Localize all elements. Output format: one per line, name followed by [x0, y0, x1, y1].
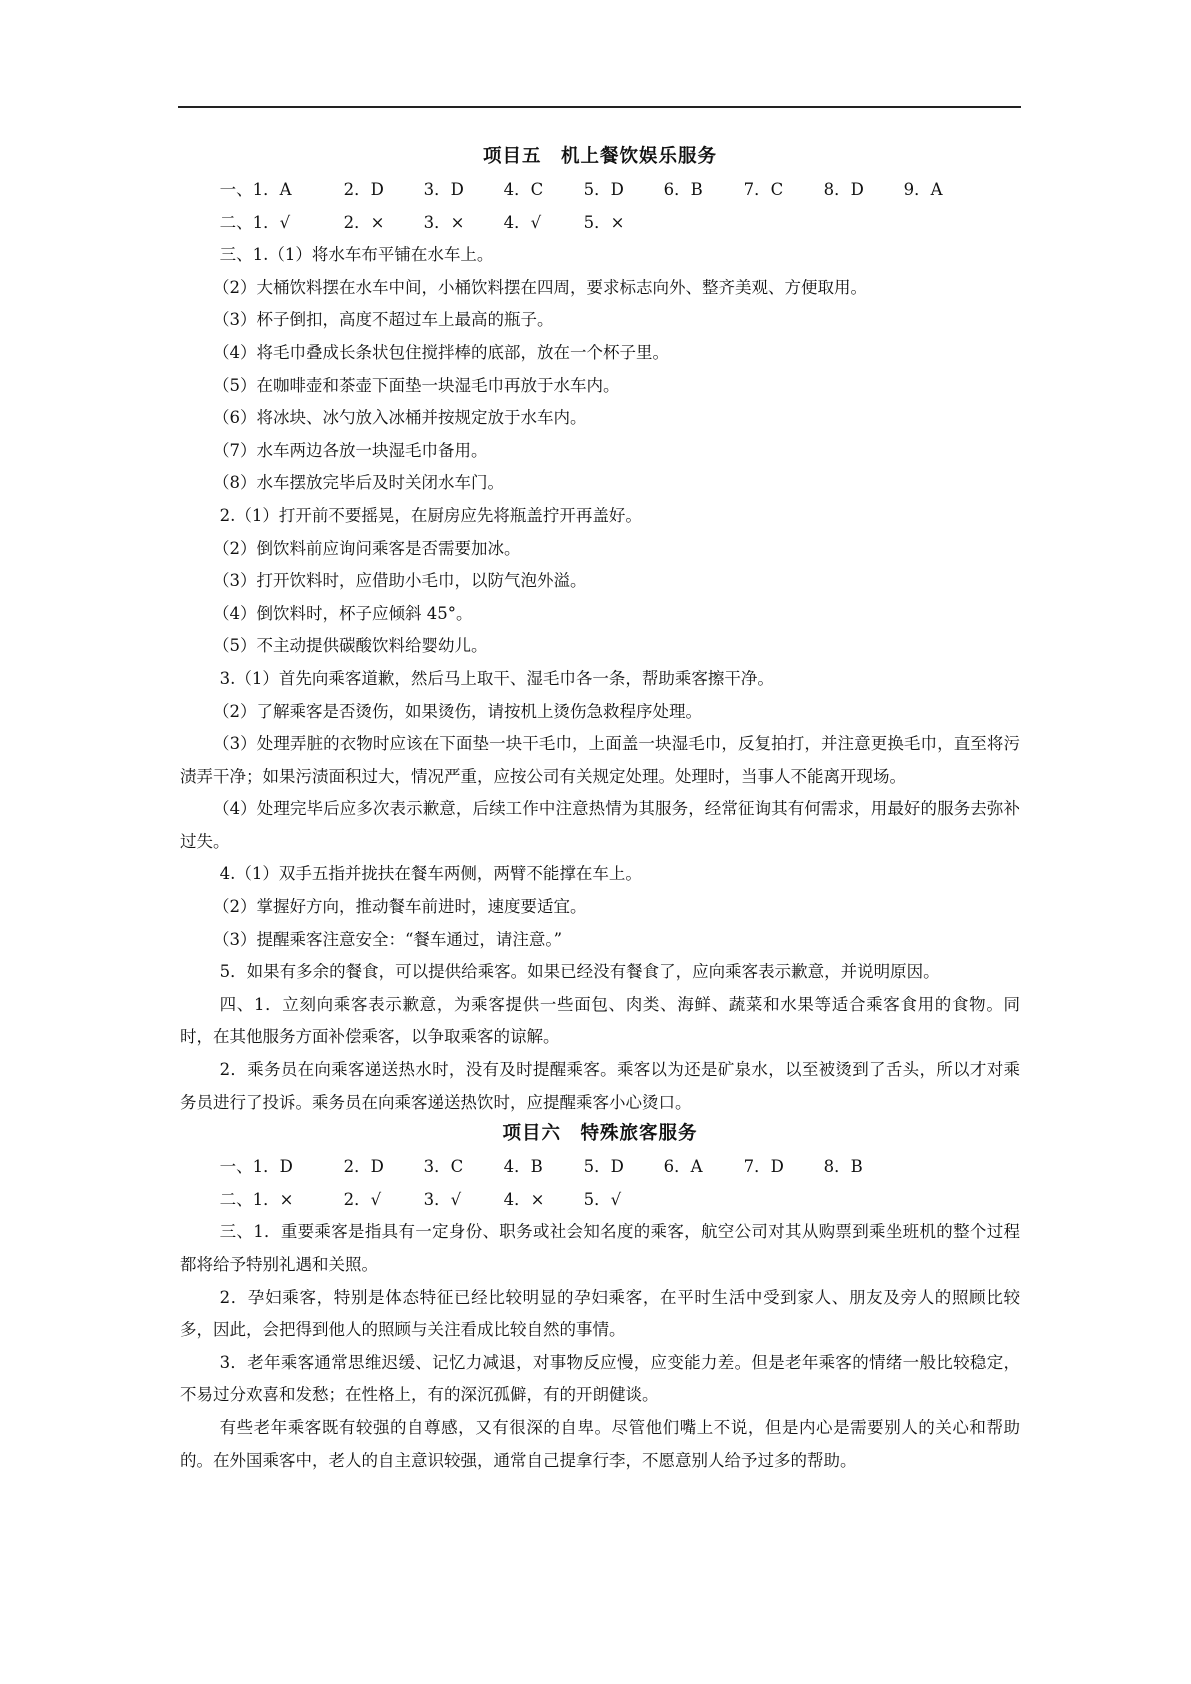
answer-paragraph: 2．乘务员在向乘客递送热水时，没有及时提醒乘客。乘客以为还是矿泉水，以至被烫到了舌头，所以才对乘务员进行了投诉。乘务员在向乘客递送热饮时，应提醒乘客小心烫口。 [180, 1060, 1020, 1112]
answer-paragraph: （4）处理完毕后应多次表示歉意，后续工作中注意热情为其服务，经常征询其有何需求，用最好的服务去弥补过失。 [180, 799, 1020, 851]
answer-item: 4．B [503, 1157, 543, 1177]
answer-item: 3．C [423, 1157, 464, 1177]
header-rule [178, 106, 1021, 108]
answer-paragraph: （3）处理弄脏的衣物时应该在下面垫一块干毛巾，上面盖一块湿毛巾，反复拍打，并注意更换毛巾，直至将污渍弄干净；如果污渍面积过大，情况严重，应按公司有关规定处理。处理时，当事人不能离开现场。 [180, 734, 1020, 786]
answer-item: 3．× [423, 212, 465, 232]
answer-item: 4．C [503, 180, 544, 199]
answer-item: 5．D [583, 180, 624, 199]
answer-line: （2）掌握好方向，推动餐车前进时，速度要适宜。 [213, 897, 587, 917]
answer-item: 2．√ [343, 1189, 382, 1209]
answer-line: （7）水车两边各放一块湿毛巾备用。 [213, 440, 488, 460]
answer-line: （5）不主动提供碳酸饮料给婴幼儿。 [213, 636, 488, 656]
answer-line: （6）将冰块、冰勺放入冰桶并按规定放于水车内。 [213, 408, 587, 428]
answer-line: 2.（1）打开前不要摇晃，在厨房应先将瓶盖拧开再盖好。 [219, 505, 642, 525]
answer-item: 9．A [903, 180, 943, 199]
project5-choice-answers [180, 174, 1020, 207]
answer-item: 一、1．D [219, 1157, 293, 1177]
answer-line: 三、1.（1）将水车布平铺在水车上。 [219, 245, 494, 265]
answer-line: （8）水车摆放完毕后及时关闭水车门。 [213, 473, 504, 493]
answer-paragraph: 四、1．立刻向乘客表示歉意，为乘客提供一些面包、肉类、海鲜、蔬菜和水果等适合乘客食用的食物。同时，在其他服务方面补偿乘客，以争取乘客的谅解。 [180, 994, 1020, 1047]
project6-title: 项目六 特殊旅客服务 [502, 1123, 698, 1145]
answer-item: 二、1．× [219, 1189, 294, 1209]
answer-paragraph: 3．老年乘客通常思维迟缓、记忆力减退，对事物反应慢，应变能力差。但是老年乘客的情绪一般比较稳定，不易过分欢喜和发愁；在性格上，有的深沉孤僻，有的开朗健谈。 [180, 1352, 1020, 1405]
answer-line: （3）提醒乘客注意安全：“餐车通过，请注意。” [213, 929, 563, 949]
answer-item: 3．√ [423, 1189, 462, 1209]
project6-choice-answers [180, 1151, 1020, 1184]
answer-item: 7．D [743, 1157, 784, 1177]
answer-line: （5）在咖啡壶和茶壶下面垫一块湿毛巾再放于水车内。 [213, 375, 620, 395]
answer-item: 二、1．√ [219, 212, 291, 232]
answer-item: 7．C [743, 180, 784, 199]
answer-item: 2．D [343, 180, 384, 199]
answer-item: 2．× [343, 212, 385, 232]
answer-paragraph: 三、1．重要乘客是指具有一定身份、职务或社会知名度的乘客，航空公司对其从购票到乘坐班机的整个过程都将给予特别礼遇和关照。 [180, 1222, 1020, 1274]
project5-title: 项目五 机上餐饮娱乐服务 [482, 146, 717, 167]
answer-item: 一、1．A [219, 180, 292, 199]
answer-paragraph: 5．如果有多余的餐食，可以提供给乘客。如果已经没有餐食了，应向乘客表示歉意，并说明原因。 [219, 962, 940, 982]
answer-line: 4.（1）双手五指并拢扶在餐车两侧，两臂不能撑在车上。 [219, 864, 642, 884]
answer-line: 3.（1）首先向乘客道歉，然后马上取干、湿毛巾各一条，帮助乘客擦干净。 [219, 668, 774, 688]
answer-line: （2）大桶饮料摆在水车中间，小桶饮料摆在四周，要求标志向外、整齐美观、方便取用。 [213, 277, 867, 297]
answer-line: （4）将毛巾叠成长条状包住搅拌棒的底部，放在一个杯子里。 [213, 342, 669, 362]
answer-item: 3．D [423, 180, 464, 199]
answer-item: 6．B [663, 180, 703, 199]
answer-item: 4．√ [503, 212, 542, 232]
answer-item: 5．D [583, 1157, 624, 1177]
answer-paragraph: 有些老年乘客既有较强的自尊感，又有很深的自卑。尽管他们嘴上不说，但是内心是需要别人的关心和帮助的。在外国乘客中，老人的自主意识较强，通常自己提拿行李，不愿意别人给予过多的帮助。 [180, 1417, 1020, 1470]
answer-item: 8．D [823, 180, 864, 199]
answer-line: （3）打开饮料时，应借助小毛巾，以防气泡外溢。 [213, 571, 587, 591]
answer-page [180, 140, 1020, 1477]
answer-item: 8．B [823, 1157, 863, 1177]
answer-line: （3）杯子倒扣，高度不超过车上最高的瓶子。 [213, 310, 554, 330]
answer-paragraph: 2．孕妇乘客，特别是体态特征已经比较明显的孕妇乘客，在平时生活中受到家人、朋友及旁人的照顾比较多，因此，会把得到他人的照顾与关注看成比较自然的事情。 [180, 1287, 1020, 1340]
answer-item: 5．√ [583, 1189, 622, 1209]
answer-item: 5．× [583, 212, 625, 232]
answer-line: （4）倒饮料时，杯子应倾斜 45°。 [213, 603, 473, 623]
project6-judgment-answers [180, 1184, 1020, 1217]
answer-line: （2）了解乘客是否烫伤，如果烫伤，请按机上烫伤急救程序处理。 [213, 701, 702, 721]
answer-item: 2．D [343, 1157, 384, 1177]
answer-item: 4．× [503, 1189, 545, 1209]
project5-judgment-answers [180, 207, 1020, 240]
answer-item: 6．A [663, 1157, 703, 1177]
answer-line: （2）倒饮料前应询问乘客是否需要加冰。 [213, 538, 521, 558]
